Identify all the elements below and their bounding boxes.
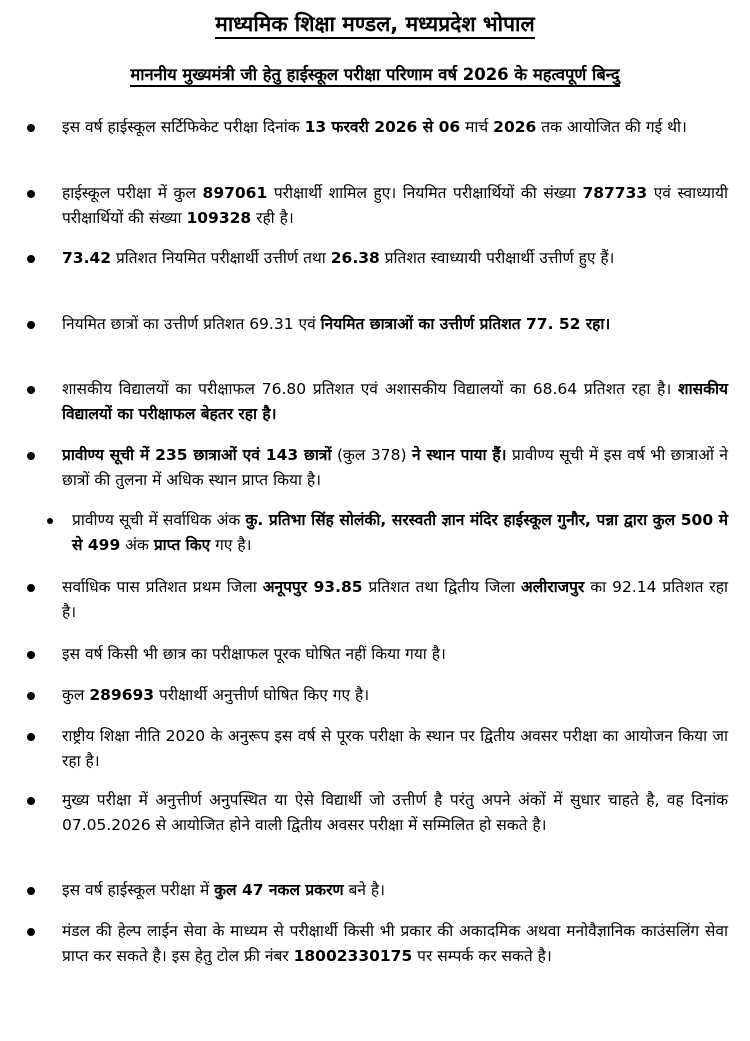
list-item: राष्ट्रीय शिक्षा नीति 2020 के अनुरूप इस वर्ष से पूरक परीक्षा के स्थान पर द्वितीय अवसर परीक्षा का आयोजन किया जा रहा है। — [62, 727, 728, 770]
document-title: माध्यमिक शिक्षा मण्डल, मध्यप्रदेश भोपाल — [0, 10, 750, 38]
list-item: इस वर्ष किसी भी छात्र का परीक्षाफल पूरक घोषित नहीं किया गया है। — [62, 645, 446, 663]
list-item: इस वर्ष हाईस्कूल परीक्षा में कुल 47 नकल प्रकरण बने है। — [62, 881, 386, 899]
list-item: प्रावीण्य सूची में 235 छात्राओं एवं 143 छात्रों (कुल 378) ने स्थान पाया हैं। प्रावीण्य सूची में इस वर्ष भी छात्राओं ने छात्रों की तुलना में अधिक स्थान प्राप्त किया है। — [62, 446, 729, 489]
bullet-icon — [27, 733, 35, 741]
bullet-icon — [27, 928, 35, 936]
bullet-icon — [27, 797, 35, 805]
list-item: मुख्य परीक्षा में अनुत्तीर्ण अनुपस्थित या ऐसे विद्यार्थी जो उत्तीर्ण है परंतु अपने अंकों में सुधार चाहते है, वह दिनांक 07.05.2026 से आयोजित होने वाली द्वितीय अवसर परीक्षा में सम्मिलित हो सकते है। — [62, 791, 728, 834]
document-subtitle: माननीय मुख्यमंत्री जी हेतु हाईस्कूल परीक्षा परिणाम वर्ष 2026 के महत्वपूर्ण बिन्दु — [0, 62, 750, 85]
bullet-icon — [27, 651, 35, 659]
list-item: कुल 289693 परीक्षार्थी अनुत्तीर्ण घोषित किए गए है। — [62, 686, 370, 704]
list-item: शासकीय विद्यालयों का परीक्षाफल 76.80 प्रतिशत एवं अशासकीय विद्यालयों का 68.64 प्रतिशत रहा है। शासकीय विद्यालयों का परीक्षाफल बेहतर रहा है। — [62, 380, 728, 423]
sub-bullet-icon — [47, 518, 53, 524]
list-item: प्रावीण्य सूची में सर्वाधिक अंक कु. प्रतिभा सिंह सोलंकी, सरस्वती ज्ञान मंदिर हाईस्कूल गुनौर, पन्ना द्वारा कुल 500 मे से 499 अंक प्राप्त किए गए है। — [72, 511, 728, 554]
bullet-icon — [27, 692, 35, 700]
bullet-icon — [27, 190, 35, 198]
list-item: नियमित छात्रों का उत्तीर्ण प्रतिशत 69.31 एवं नियमित छात्राओं का उत्तीर्ण प्रतिशत 77. 52 रहा। — [62, 315, 611, 333]
bullet-icon — [27, 386, 35, 394]
list-item: इस वर्ष हाईस्कूल सर्टिफिकेट परीक्षा दिनांक 13 फरवरी 2026 से 06 मार्च 2026 तक आयोजित की गई थी। — [62, 118, 687, 136]
bullet-icon — [27, 452, 35, 460]
list-item: 73.42 प्रतिशत नियमित परीक्षार्थी उत्तीर्ण तथा 26.38 प्रतिशत स्वाध्यायी परीक्षार्थी उत्तीर्ण हुए हैं। — [62, 249, 615, 267]
bullet-icon — [27, 584, 35, 592]
bullet-icon — [27, 124, 35, 132]
list-item: सर्वाधिक पास प्रतिशत प्रथम जिला अनूपपुर 93.85 प्रतिशत तथा द्वितीय जिला अलीराजपुर का 92.14 प्रतिशत रहा है। — [62, 578, 728, 621]
list-item: हाईस्कूल परीक्षा में कुल 897061 परीक्षार्थी शामिल हुए। नियमित परीक्षार्थियों की संख्या 787733 एवं स्वाध्यायी परीक्षार्थियों की संख्या 109328 रही है। — [62, 184, 728, 227]
bullet-icon — [27, 887, 35, 895]
bullet-icon — [27, 255, 35, 263]
bullet-icon — [27, 321, 35, 329]
list-item: मंडल की हेल्प लाईन सेवा के माध्यम से परीक्षार्थी किसी भी प्रकार की अकादमिक अथवा मनोवैज्ञानिक काउंसलिंग सेवा प्राप्त कर सकते है। इस हेतु टोल फ्री नंबर 18002330175 पर सम्पर्क कर सकते है। — [62, 922, 728, 965]
